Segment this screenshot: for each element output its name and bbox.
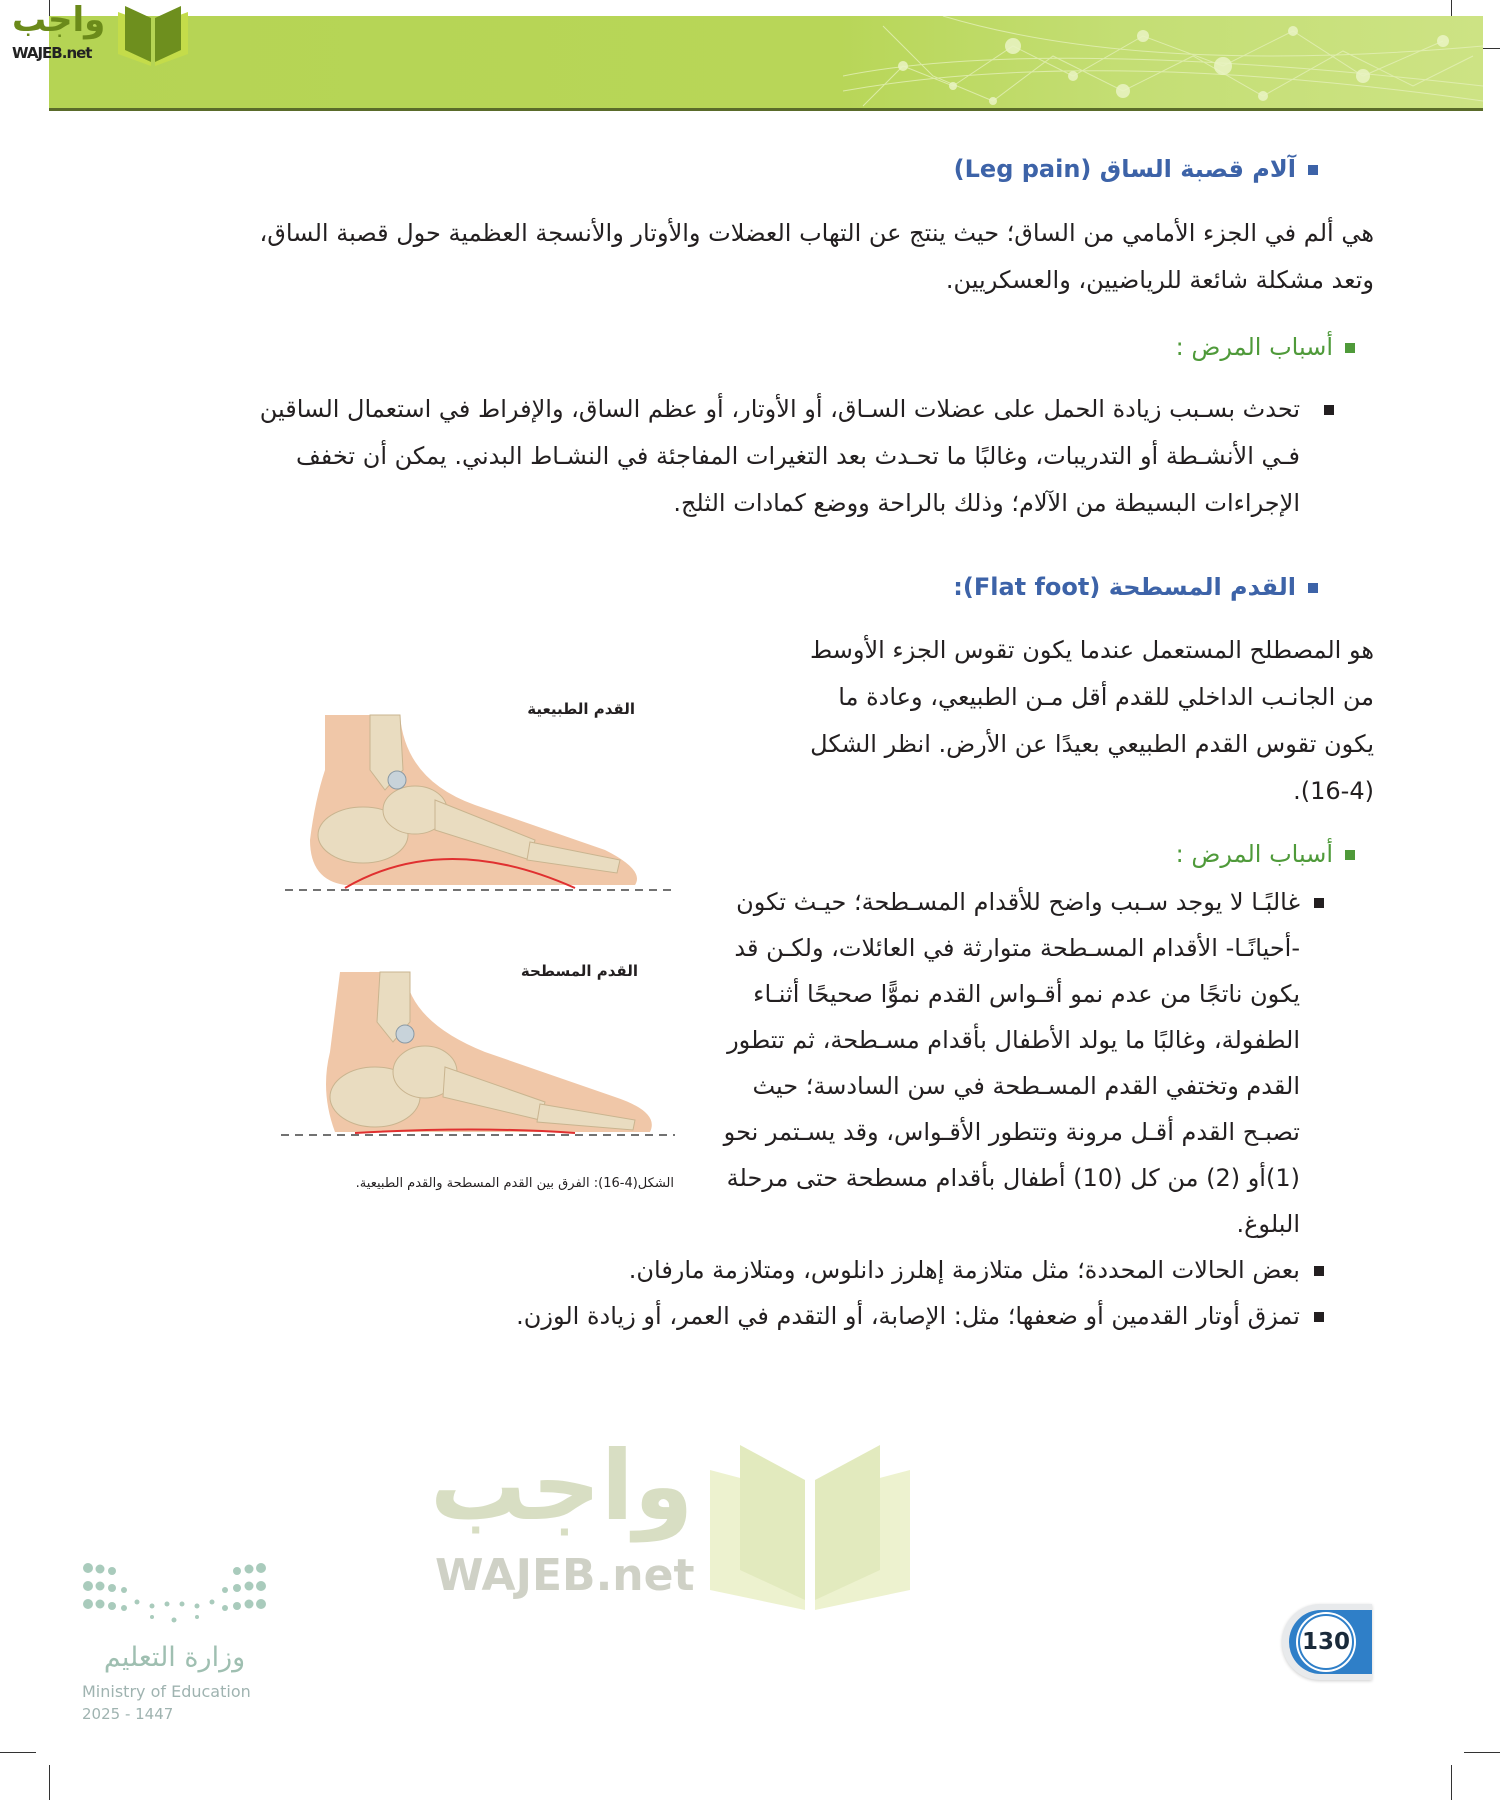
page-number: 130 — [1298, 1614, 1354, 1670]
list-bullet-icon — [1314, 898, 1324, 908]
causes-heading-text: أسباب المرض : — [1175, 840, 1333, 868]
list-item: غالبًـا لا يوجد سـبب واضح للأقدام المسـطحة؛ حيـث تكون -أحيانًـا- الأقدام المسـطحة متوارثة في العائلات، ولكـن قد يكون ناتجًا من عدم نمو أقـواس القدم نموًّا صحيحًا أثنـاء الطفولة، وغالبًا ما يولد الأطفال بأقدام مسـطحة، ثم تتطور القدم وتختفي القدم المسـطحة في سن السادسة؛ حيث تصبـح القدم أقـل مرونة وتتطور الأقـواس، وقد يسـتمر نحو (1)أو (2) من كل (10) أطفال بأقدام مسطحة حتى مرحلة البلوغ. — [723, 888, 1300, 1238]
watermark-book-icon — [710, 1440, 910, 1610]
flat-foot-paragraph: هو المصطلح المستعمل عندما يكون تقوس الجزء الأوسط من الجانـب الداخلي للقدم أقل مـن الطبيعي، وعادة ما يكون تقوس القدم الطبيعي بعيدًا عن الأرض. انظر الشكل (4-16). — [809, 636, 1374, 805]
heading-bullet-icon — [1308, 165, 1318, 175]
wajeb-logo-arabic: واجب — [12, 0, 106, 40]
list-bullet-icon — [1324, 405, 1334, 415]
list-bullet-icon — [1314, 1266, 1324, 1276]
list-item-wrapper — [300, 1293, 1300, 1339]
leg-pain-causes-heading — [1176, 333, 1355, 361]
watermark-arabic: واجب — [430, 1430, 694, 1542]
ministry-year: 2025 - 1447 — [82, 1705, 174, 1723]
figure-caption: الشكل(4-16): الفرق بين القدم المسطحة والقدم الطبيعية. — [355, 1176, 674, 1191]
watermark — [430, 1430, 910, 1610]
ministry-dots-icon — [82, 1562, 267, 1624]
list-item-wrapper — [300, 1247, 1300, 1293]
page-number-badge — [1282, 1604, 1372, 1680]
watermark-latin: WAJEB.net — [435, 1550, 695, 1601]
flat-foot-label: القدم المسطحة — [520, 962, 638, 980]
crop-mark — [1464, 1752, 1500, 1753]
normal-foot-label: القدم الطبيعية — [527, 700, 635, 718]
flat-foot-causes-heading — [1176, 840, 1355, 868]
list-item: تحدث بسـبب زيادة الحمل على عضلات السـاق، أو الأوتار، أو عظم الساق، والإفراط في استعمال الساقين فـي الأنشـطة أو التدريبات، وغالبًا ما تحـدث بعد التغيرات المفاجئة في النشـاط البدني. يمكن أن تخفف الإجراءات البسيطة من الآلام؛ وذلك بالراحة ووضع كمادات الثلج. — [259, 395, 1300, 517]
ministry-english: Ministry of Education — [82, 1682, 251, 1701]
list-item: بعض الحالات المحددة؛ مثل متلازمة إهلرز دانلوس، ومتلازمة مارفان. — [628, 1256, 1300, 1284]
header-band — [49, 16, 1483, 111]
wajeb-logo — [8, 0, 193, 66]
list-bullet-icon — [1314, 1312, 1324, 1322]
heading-bullet-icon — [1308, 583, 1318, 593]
network-pattern-icon — [843, 16, 1483, 108]
causes-heading-text: أسباب المرض : — [1175, 333, 1333, 361]
flat-foot-illustration — [275, 962, 685, 1162]
book-icon — [113, 4, 193, 66]
ministry-arabic: وزارة التعليم — [103, 1642, 246, 1673]
wajeb-logo-latin: WAJEB.net — [12, 44, 92, 62]
crop-mark — [49, 1765, 50, 1800]
flat-foot-title: القدم المسطحة (Flat foot): — [953, 573, 1296, 601]
section-title-flat-foot — [953, 573, 1318, 601]
foot-figure — [275, 700, 685, 1200]
leg-pain-paragraph: هي ألم في الجزء الأمامي من الساق؛ حيث ينتج عن التهاب العضلات والأوتار والأنسجة العظمية حول قصبة الساق، وتعد مشكلة شائعة للرياضيين، والعسكريين. — [259, 219, 1374, 294]
heading-bullet-icon — [1345, 850, 1355, 860]
heading-bullet-icon — [1345, 343, 1355, 353]
list-item-wrapper — [720, 879, 1300, 1247]
section-title-leg-pain — [954, 155, 1318, 183]
list-item: تمزق أوتار القدمين أو ضعفها؛ مثل: الإصابة، أو التقدم في العمر، أو زيادة الوزن. — [516, 1302, 1300, 1330]
normal-foot-illustration — [275, 710, 685, 910]
leg-pain-title: آلام قصبة الساق (Leg pain) — [953, 155, 1296, 183]
crop-mark — [0, 1752, 36, 1753]
ministry-logo — [82, 1562, 272, 1727]
crop-mark — [1451, 1765, 1452, 1800]
